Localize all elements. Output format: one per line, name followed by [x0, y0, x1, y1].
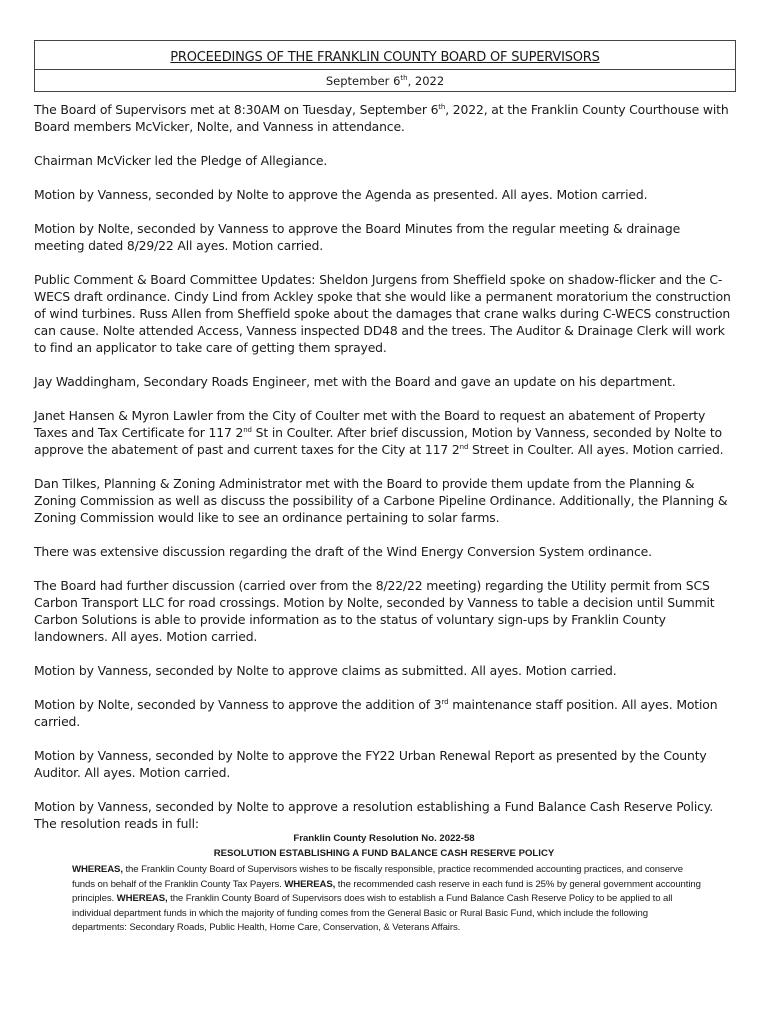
resolution-clause: the Franklin County Board of Supervisors does wish to establish a Fund Balance Cash Reserve Policy to be applied to all individual department funds in which the majority of funding comes from the General Basic or Rural Basic Fund, which include the following departments: Secondary Roads, Public Health, Home Care, Conservation, & Veterans Affairs.	[72, 893, 673, 933]
ordinal-suffix: th	[438, 102, 446, 111]
paragraph-public-comment: Public Comment & Board Committee Updates: Sheldon Jurgens from Sheffield spoke on shadow-flicker and the C-WECS draft ordinance. Cindy Lind from Ackley spoke that she would like a permanent moratorium the construction of wind turbines. Russ Allen from Sheffield spoke about the damages that crane walks during C-WECS construction can cause. Nolte attended Access, Vanness inspected DD48 and the trees. The Auditor & Drainage Clerk will work to find an applicator to take care of getting them sprayed.	[34, 272, 731, 355]
paragraph-agenda-motion: Motion by Vanness, seconded by Nolte to approve the Agenda as presented. All ayes. Motion carried.	[34, 187, 648, 202]
text-fragment: , 2022, at the Franklin County Courthouse with Board members McVicker, Nolte, and Vanness in attendance.	[34, 102, 729, 134]
paragraph-staff-motion	[34, 696, 734, 730]
paragraph-planning-zoning: Dan Tilkes, Planning & Zoning Administrator met with the Board to provide them update from the Planning & Zoning Commission as well as discuss the possibility of a Carbone Pipeline Ordinance. Additionally, the Planning & Zoning Commission would like to see an ordinance pertaining to solar farms.	[34, 476, 728, 525]
resolution-clause: the recommended cash reserve in each fund is 25% by general government accounting principles.	[72, 878, 701, 904]
whereas-label: WHEREAS,	[72, 864, 123, 875]
text-fragment: St in Coulter. After brief discussion, Motion by Vanness, seconded by Nolte to approve the abatement of past and current taxes for the City at 117 2	[34, 425, 722, 457]
paragraph-utility-permit: The Board had further discussion (carried over from the 8/22/22 meeting) regarding the Utility permit from SCS Carbon Transport LLC for road crossings. Motion by Nolte, seconded by Vanness to table a decision until Summit Carbon Solutions is able to provide information as to the status of voluntary sign-ups by Franklin County landowners. All ayes. Motion carried.	[34, 578, 715, 644]
meeting-date	[35, 69, 735, 91]
date-text: September 6	[325, 74, 401, 88]
text-fragment: maintenance staff position. All ayes. Motion carried.	[34, 697, 718, 729]
ordinal-suffix: rd	[441, 697, 449, 706]
resolution-clause: the Franklin County Board of Supervisors wishes to be fiscally responsible, practice recommended accounting practices, and conserve funds on behalf of the Franklin County Tax Payers.	[72, 864, 683, 890]
page-title: PROCEEDINGS OF THE FRANKLIN COUNTY BOARD OF SUPERVISORS	[170, 50, 600, 65]
minutes-body	[34, 101, 734, 832]
paragraph-meeting-opened	[34, 101, 734, 135]
whereas-label: WHEREAS,	[116, 893, 168, 904]
resolution-block	[34, 832, 734, 936]
resolution-number: Franklin County Resolution No. 2022-58	[293, 833, 475, 844]
paragraph-coulter-abatement	[34, 407, 734, 458]
paragraph-pledge: Chairman McVicker led the Pledge of Allegiance.	[34, 153, 328, 168]
document-page	[34, 40, 734, 936]
paragraph-wecs-discussion: There was extensive discussion regarding the draft of the Wind Energy Conversion System ordinance.	[34, 544, 652, 559]
date-suffix: th	[400, 74, 408, 83]
resolution-heading: RESOLUTION ESTABLISHING A FUND BALANCE CASH RESERVE POLICY	[213, 847, 555, 859]
paragraph-claims-motion: Motion by Vanness, seconded by Nolte to approve claims as submitted. All ayes. Motion carried.	[34, 663, 617, 678]
text-fragment: Street in Coulter. All ayes. Motion carried.	[468, 442, 724, 457]
paragraph-urban-renewal: Motion by Vanness, seconded by Nolte to approve the FY22 Urban Renewal Report as presented by the County Auditor. All ayes. Motion carried.	[34, 748, 707, 780]
resolution-text	[72, 863, 702, 936]
ordinal-suffix: nd	[243, 425, 252, 434]
date-year: , 2022	[407, 74, 445, 88]
paragraph-minutes-motion: Motion by Nolte, seconded by Vanness to approve the Board Minutes from the regular meeting & drainage meeting dated 8/29/22 All ayes. Motion carried.	[34, 221, 681, 253]
whereas-label: WHEREAS,	[284, 878, 336, 890]
text-fragment: Janet Hansen & Myron Lawler from the City of Coulter met with the Board to request an abatement of Property Taxes and Tax Certificate for 117 2	[34, 408, 706, 440]
paragraph-resolution-intro: Motion by Vanness, seconded by Nolte to approve a resolution establishing a Fund Balance Cash Reserve Policy. The resolution reads in full:	[34, 799, 713, 831]
ordinal-suffix: nd	[459, 442, 469, 451]
text-fragment: Motion by Nolte, seconded by Vanness to approve the addition of 3	[34, 697, 442, 712]
text-fragment: The Board of Supervisors met at 8:30AM on Tuesday, September 6	[34, 102, 439, 117]
paragraph-secondary-roads: Jay Waddingham, Secondary Roads Engineer, met with the Board and gave an update on his department.	[34, 374, 676, 389]
header-box	[34, 40, 736, 92]
